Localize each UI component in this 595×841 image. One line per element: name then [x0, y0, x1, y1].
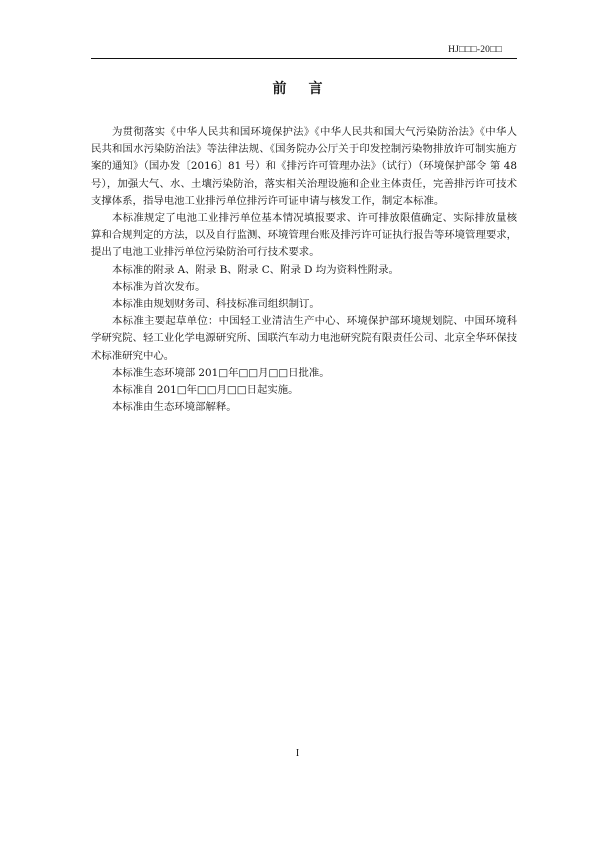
paragraph-organizer: 本标准由规划财务司、科技标准司组织制订。 — [112, 298, 320, 311]
foreword-body — [91, 124, 517, 416]
page-number: I — [295, 748, 300, 759]
header-rule — [91, 58, 517, 59]
paragraph-appendices: 本标准的附录 A、附录 B、附录 C、附录 D 均为资料性附录。 — [112, 263, 399, 276]
paragraph-purpose: 为贯彻落实《中华人民共和国环境保护法》《中华人民共和国大气污染防治法》《中华人民共和国水污染防治法》等法律法规、《国务院办公厅关于印发控制污染物排放许可制实施方案的通知》（国办发〔2016〕81 号）和《排污许可管理办法》（试行）（环境保护部令 第 48 号），加强大气、水、土壤污染防治，落实相关治理设施和企业主体责任，完善排污许可技术支撑体系，指导电池工业排污单位排污许可证申请与核发工作，制定本标准。 — [91, 126, 517, 207]
page-title: 前言 — [272, 81, 345, 97]
paragraph-interpretation: 本标准由生态环境部解释。 — [112, 401, 237, 414]
standard-number: HJ□□□-20□□ — [448, 45, 502, 55]
paragraph-scope: 本标准规定了电池工业排污单位基本情况填报要求、许可排放限值确定、实际排放量核算和合规判定的方法，以及自行监测、环境管理台账及排污许可证执行报告等环境管理要求，提出了电池工业排污单位污染防治可行技术要求。 — [91, 212, 518, 259]
paragraph-drafting-units: 本标准主要起草单位：中国轻工业清洁生产中心、环境保护部环境规划院、中国环境科学研究院、轻工业化学电源研究所、国联汽车动力电池研究院有限责任公司、北京全华环保技术标准研究中心。 — [91, 315, 518, 362]
paragraph-effective-date: 本标准自 201□年□□月□□日起实施。 — [112, 384, 299, 397]
paragraph-approval: 本标准生态环境部 201□年□□月□□日批准。 — [112, 366, 330, 379]
paragraph-first-release: 本标准为首次发布。 — [112, 280, 206, 293]
